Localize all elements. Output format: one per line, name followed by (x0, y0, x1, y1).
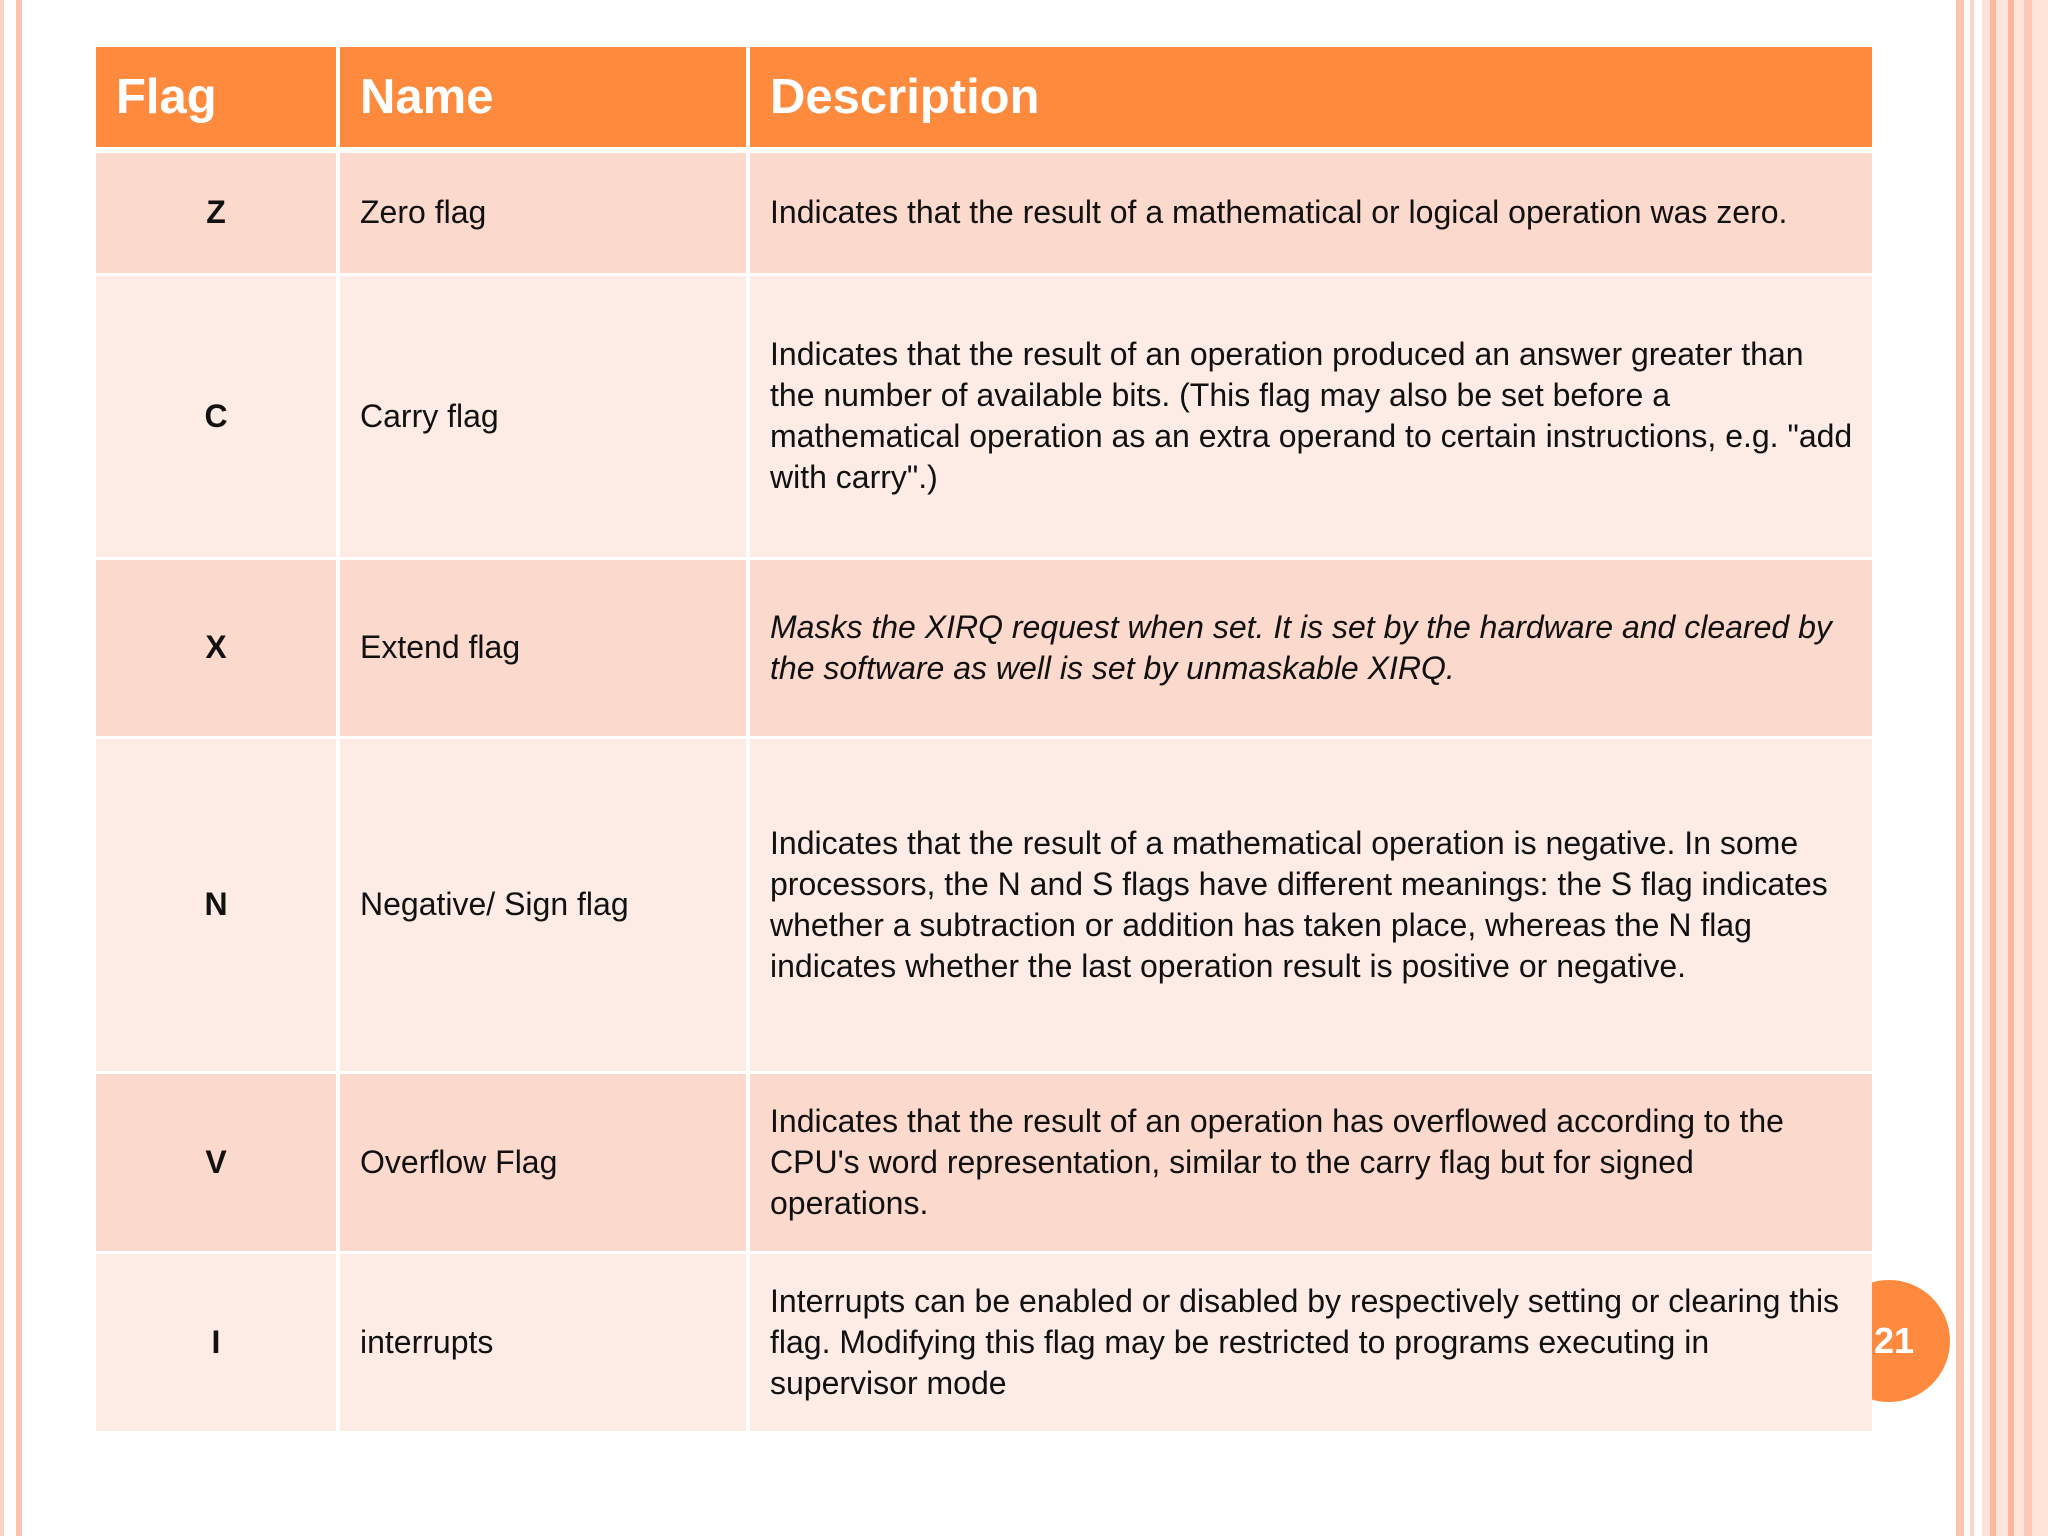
description-cell: Indicates that the result of a mathematical operation is negative. In some processors, the N and S flags have different meanings: the S flag indicates whether a subtraction or addition has taken place, whereas the N flag indicates whether the last operation result is positive or negative. (748, 737, 1872, 1072)
table-row (96, 737, 1872, 1072)
description-cell: Indicates that the result of an operation has overflowed according to the CPU's word representation, similar to the carry flag but for signed operations. (748, 1072, 1872, 1252)
slide-border-right-line-5 (2024, 0, 2032, 1536)
name-cell: Zero flag (338, 150, 748, 274)
description-cell: Indicates that the result of a mathematical or logical operation was zero. (748, 150, 1872, 274)
description-cell: Masks the XIRQ request when set. It is set by the hardware and cleared by the software as well is set by unmaskable XIRQ. (748, 558, 1872, 737)
slide-border-left-outer (0, 0, 4, 1536)
flag-cell: Z (96, 150, 338, 274)
header-flag: Flag (96, 47, 338, 150)
table-row (96, 150, 1872, 274)
table-header-row (96, 47, 1872, 150)
description-cell: Interrupts can be enabled or disabled by respectively setting or clearing this flag. Modifying this flag may be restricted to programs executing in supervisor mode (748, 1252, 1872, 1432)
slide-border-right-line-1 (1956, 0, 1964, 1536)
header-name: Name (338, 47, 748, 150)
page-number: 21 (1873, 1320, 1915, 1361)
flag-cell: I (96, 1252, 338, 1432)
flag-cell: V (96, 1072, 338, 1252)
flag-cell: N (96, 737, 338, 1072)
description-cell: Indicates that the result of an operation produced an answer greater than the number of available bits. (This flag may also be set before a mathematical operation as an extra operand to certain instructions, e.g. "add with carry".) (748, 274, 1872, 558)
table-row (96, 1072, 1872, 1252)
slide-border-right-line-4 (2008, 0, 2014, 1536)
slide-border-right-line-3 (1990, 0, 1996, 1536)
flag-cell: C (96, 274, 338, 558)
name-cell: Extend flag (338, 558, 748, 737)
table-row (96, 1252, 1872, 1432)
slide-border-right-line-2 (1970, 0, 1974, 1536)
name-cell: interrupts (338, 1252, 748, 1432)
flag-cell: X (96, 558, 338, 737)
name-cell: Negative/ Sign flag (338, 737, 748, 1072)
table-row (96, 558, 1872, 737)
name-cell: Overflow Flag (338, 1072, 748, 1252)
flags-table (96, 47, 1872, 1434)
table-row (96, 274, 1872, 558)
slide-border-left-inner (16, 0, 22, 1536)
header-description: Description (748, 47, 1872, 150)
name-cell: Carry flag (338, 274, 748, 558)
